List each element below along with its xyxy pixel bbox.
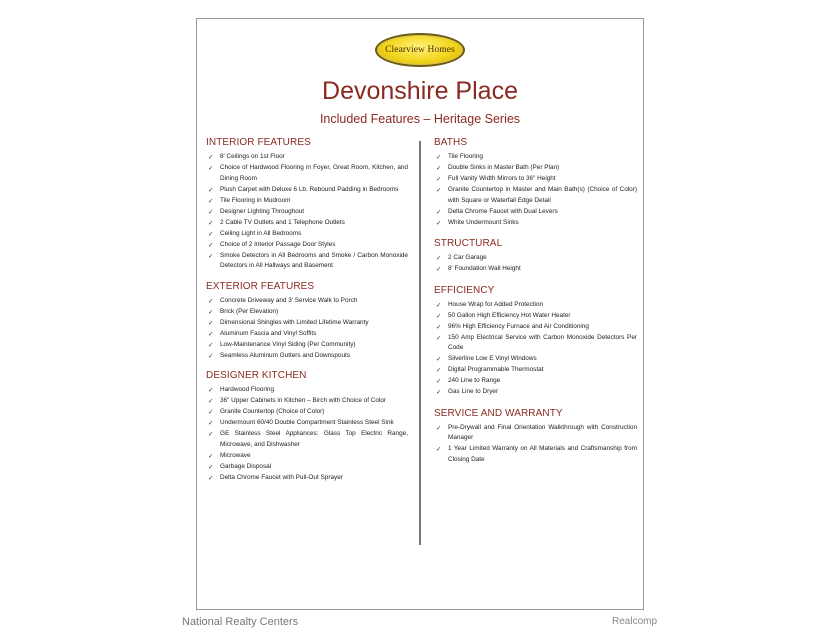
feature-item: ✓ Delta Chrome Faucet with Dual Levers (434, 207, 637, 218)
feature-item: ✓ Low-Maintenance Vinyl Siding (Per Community) (206, 340, 408, 351)
feature-item: ✓ 8' Foundation Wall Height (434, 264, 637, 275)
feature-item: ✓ Aluminum Fascia and Vinyl Soffits (206, 329, 408, 340)
feature-item: ✓ Undermount 60/40 Double Compartment Stainless Steel Sink (206, 418, 408, 429)
page-title: Devonshire Place (322, 77, 518, 105)
feature-item: ✓ 36" Upper Cabinets in Kitchen – Birch with Choice of Color (206, 396, 408, 407)
feature-item: ✓ Plush Carpet with Deluxe 6 Lb. Rebound Padding in Bedrooms (206, 185, 408, 196)
feature-list (206, 385, 408, 483)
feature-item: ✓ Concrete Driveway and 3' Service Walk to Porch (206, 296, 408, 307)
feature-list (434, 300, 637, 398)
feature-item: ✓ Choice of Hardwood Flooring in Foyer, Great Room, Kitchen, and Dining Room (206, 163, 408, 184)
feature-item: ✓ 50 Gallon High Efficiency Hot Water Heater (434, 311, 637, 322)
feature-item: ✓ 8' Ceilings on 1st Floor (206, 152, 408, 163)
feature-item: ✓ 2 Cable TV Outlets and 1 Telephone Outlets (206, 218, 408, 229)
feature-list (434, 423, 637, 466)
column-divider (419, 141, 421, 545)
page-subtitle: Included Features – Heritage Series (319, 112, 521, 126)
feature-item: ✓ Ceiling Light in All Bedrooms (206, 229, 408, 240)
feature-item: ✓ Tile Flooring (434, 152, 637, 163)
feature-sheet (196, 18, 644, 610)
feature-item: ✓ Microwave (206, 451, 408, 462)
section-interior-features (206, 137, 408, 272)
logo-text: Clearview Homes (385, 45, 455, 55)
section-efficiency (434, 285, 637, 398)
feature-item: ✓ Seamless Aluminum Gutters and Downspouts (206, 351, 408, 362)
footer-source: Realcomp (612, 616, 658, 627)
feature-item: ✓ 1 Year Limited Warranty on All Materials and Craftsmanship from Closing Date (434, 444, 637, 465)
feature-list (206, 152, 408, 272)
footer-brokerage: National Realty Centers (182, 616, 299, 628)
feature-item: ✓ 150 Amp Electrical Service with Carbon Monoxide Detectors Per Code (434, 333, 637, 354)
feature-item: ✓ GE Stainless Steel Appliances: Glass Top Electric Range, Microwave, and Dishwasher (206, 429, 408, 450)
section-baths (434, 137, 637, 228)
section-structural (434, 238, 637, 275)
section-title: STRUCTURAL (434, 238, 503, 249)
section-title: INTERIOR FEATURES (206, 137, 311, 148)
feature-list (434, 253, 637, 275)
feature-item: ✓ Garbage Disposal (206, 462, 408, 473)
section-title: DESIGNER KITCHEN (206, 370, 307, 381)
feature-item: ✓ 96% High Efficiency Furnace and Air Conditioning (434, 322, 637, 333)
feature-list (434, 152, 637, 228)
feature-item: ✓ Tile Flooring in Mudroom (206, 196, 408, 207)
feature-item: ✓ Granite Countertop (Choice of Color) (206, 407, 408, 418)
feature-item: ✓ Silverline Low E Vinyl Windows (434, 354, 637, 365)
feature-item: ✓ White Undermount Sinks (434, 218, 637, 229)
feature-item: ✓ Brick (Per Elevation) (206, 307, 408, 318)
section-designer-kitchen (206, 370, 408, 483)
feature-item: ✓ 240 Line to Range (434, 376, 637, 387)
feature-item: ✓ 2 Car Garage (434, 253, 637, 264)
right-column (434, 137, 637, 472)
feature-item: ✓ Digital Programmable Thermostat (434, 365, 637, 376)
section-title: SERVICE AND WARRANTY (434, 407, 563, 419)
clearview-homes-logo (375, 33, 465, 67)
feature-item: ✓ Designer Lighting Throughout (206, 207, 408, 218)
feature-item: ✓ Dimensional Shingles with Limited Lifetime Warranty (206, 318, 408, 329)
feature-item: ✓ Full Vanity Width Mirrors to 36" Height (434, 174, 637, 185)
feature-item: ✓ Smoke Detectors in All Bedrooms and Smoke / Carbon Monoxide Detectors in All Hallways and Basement (206, 251, 408, 272)
feature-item: ✓ Granite Countertop in Master and Main Bath(s) (Choice of Color) with Square or Waterfall Edge Detail (434, 185, 637, 206)
feature-item: ✓ Double Sinks in Master Bath (Per Plan) (434, 163, 637, 174)
left-column (206, 137, 408, 490)
feature-item: ✓ Choice of 2 Interior Passage Door Styles (206, 240, 408, 251)
feature-item: ✓ Hardwood Flooring (206, 385, 408, 396)
feature-item: ✓ Gas Line to Dryer (434, 387, 637, 398)
feature-list (206, 296, 408, 362)
section-title: EFFICIENCY (434, 284, 495, 296)
section-exterior-features (206, 281, 408, 362)
feature-item: ✓ House Wrap for Added Protection (434, 300, 637, 311)
section-service-and-warranty (434, 408, 637, 466)
section-title: EXTERIOR FEATURES (206, 280, 315, 292)
feature-item: ✓ Delta Chrome Faucet with Pull-Out Sprayer (206, 473, 408, 484)
feature-item: ✓ Pre-Drywall and Final Orientation Walkthrough with Construction Manager (434, 423, 637, 444)
section-title: BATHS (434, 137, 468, 148)
